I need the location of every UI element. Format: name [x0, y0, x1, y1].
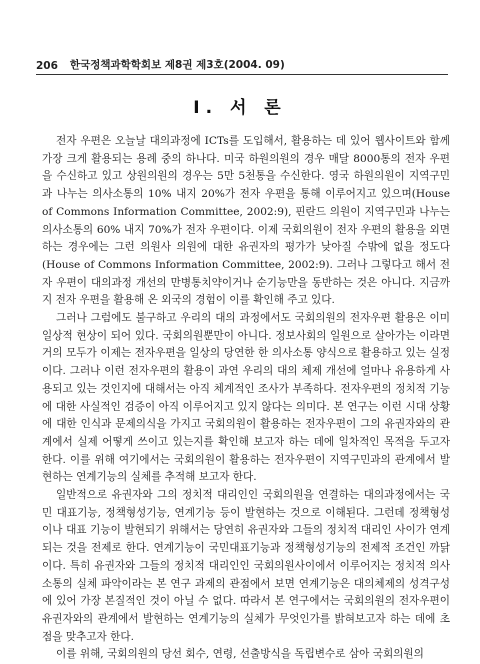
running-header: [36, 56, 446, 72]
paragraph-3: 일반적으로 유권자와 그의 정치적 대리인인 국회의원을 연결하는 대의과정에서는 국민 대표기능, 정책형성기능, 연계기능 등이 발현하는 것으로 이해된다. 그런데 정책형성이나 대표 기능이 발현되기 위해서는 당연히 유권자와 그들의 정치적 대리인 사이가 연계되는 것을 전제로 한다. 연계기능이 국민대표기능과 정책형성기능의 전제적 조건인 까닭이다. 특히 유권자와 그들의 정치적 대리인인 국회의원사이에서 이루어지는 정치적 의사소통의 실체 파악이라는 본 연구 과제의 관점에서 보면 연계기능은 대의체제의 성격구성에 있어 가장 본질적인 것이 아닐 수 없다. 따라서 본 연구에서는 국회의원의 전자우편이 유권자와의 관계에서 발현하는 연계기능의 실체가 무엇인가를 밝혀보고자 하는 데에 초점을 맞추고자 한다.: [42, 489, 450, 643]
section-title: I. 서 론: [193, 98, 287, 118]
paragraph-1: 전자 우편은 오늘날 대의과정에 ICTs를 도입해서, 활용하는 데 있어 웹사이트와 함께 가장 크게 활용되는 용례 중의 하나다. 미국 하원의원의 경우 매달 8000통의 전자 우편을 수신하고 있고 상원의원의 경우는 5만 5천통을 수신한다. 영국 하원의원이 지역구민과 나누는 의사소통의 10% 내지 20%가 전자 우편을 통해 이루어지고 있으며(House of Commons Information Committee, 2002:9), 핀란드 의원이 지역구민과 나누는 의사소통의 60% 내지 70%가 전자 우편이다. 이제 국회의원이 전자 우편의 활용을 외면하는 경우에는 그런 의원사 의원에 대한 유권자의 평가가 낮아질 수밖에 없을 정도다(House of Commons Information Committee, 2002:9). 그러나 그렇다고 해서 전자 우편이 대의과정 개선의 만병통치약이거나 순기능만을 동반하는 것은 아니다. 지금까지 전자 우편을 활용해 온 외국의 경험이 이를 확인해 주고 있다.: [42, 135, 450, 307]
paragraph-4: 이를 위해, 국회의원의 당선 회수, 연령, 선출방식을 독립변수로 삼아 국회의원의: [56, 648, 424, 661]
journal-citation: 한국정책과학학회보 제8권 제3호(2004. 09): [69, 59, 285, 71]
body-text: [42, 133, 450, 664]
header-rule: [36, 74, 448, 75]
page-number: 206: [36, 60, 58, 72]
paragraph-2: 그러나 그럼에도 불구하고 우리의 대의 과정에서도 국회의원의 전자우편 활용은 이미 일상적 현상이 되어 있다. 국회의원뿐만이 아니다. 정보사회의 일원으로 살아가는 이라면 거의 모두가 이제는 전자우편을 일상의 당연한 한 의사소통 양식으로 활용하고 있는 실정이다. 그러나 이런 전자우편의 활용이 과연 우리의 대의 체제 개선에 얼마나 유용하게 사용되고 있는 것인지에 대해서는 아직 체계적인 조사가 부족하다. 전자우편의 정치적 기능에 대한 사실적인 검증이 아직 이루어지고 있지 않다는 의미다. 본 연구는 이런 시대 상황에 대한 인식과 문제의식을 가지고 국회의원이 활용하는 전자우편이 그의 유권자와의 관계에서 실제 어떻게 쓰이고 있는지를 확인해 보고자 하는 데에 일차적인 목적을 두고자 한다. 이를 위해 여기에서는 국회의원이 활용하는 전자우편이 지역구민과의 관계에서 발현하는 연계기능의 실체를 추적해 보고자 한다.: [42, 312, 450, 484]
